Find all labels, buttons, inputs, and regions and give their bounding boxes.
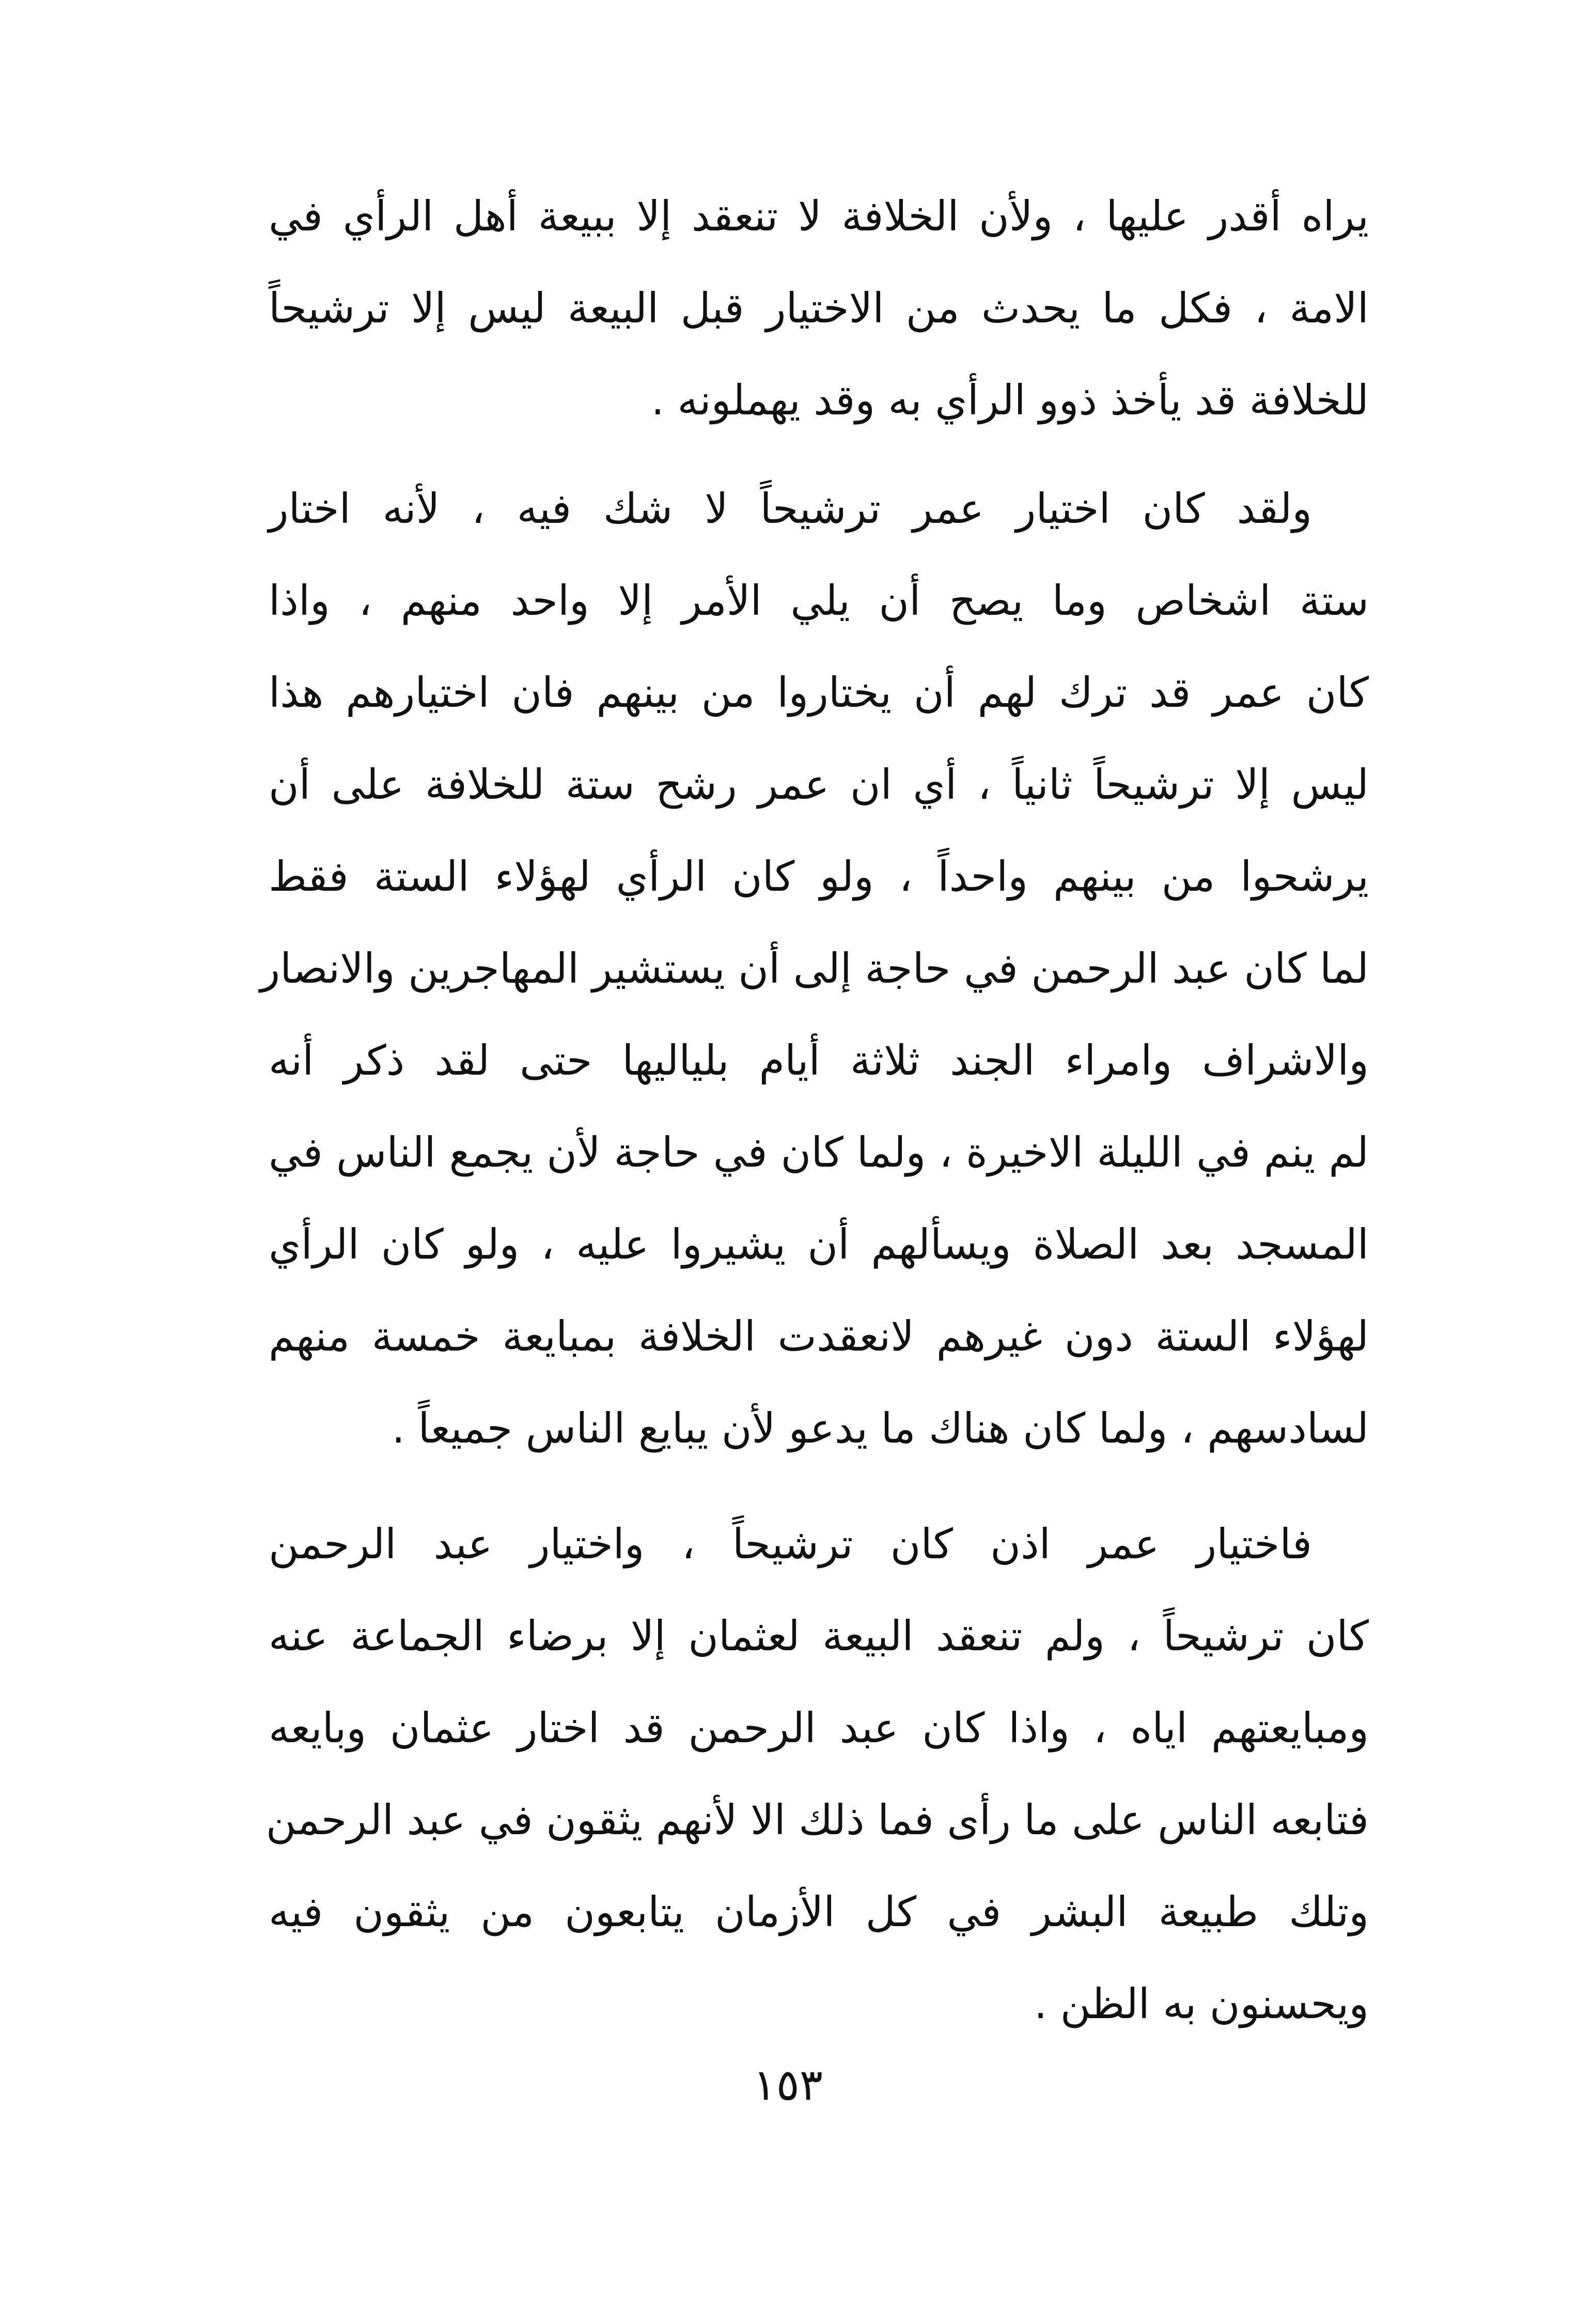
text-line: يرشحوا من بينهم واحداً ، ولو كان الرأي لهؤلاء الستة فقط (269, 853, 1369, 901)
text-line: لما كان عبد الرحمن في حاجة إلى أن يستشير المهاجرين والانصار (260, 944, 1369, 993)
text-line: يراه أقدر عليها ، ولأن الخلافة لا تنعقد إلا ببيعة أهل الرأي في (269, 192, 1369, 240)
text-line: لم ينم في الليلة الاخيرة ، ولما كان في حاجة لأن يجمع الناس في (269, 1128, 1369, 1176)
page-number: ١٥٣ (753, 2059, 823, 2110)
text-line: ومبايعتهم اياه ، واذا كان عبد الرحمن قد اختار عثمان وبايعه (269, 1704, 1369, 1752)
text-line: للخلافة قد يأخذ ذوو الرأي به وقد يهملونه . (651, 376, 1369, 424)
paragraph-1 (269, 171, 1369, 446)
text-line: لسادسهم ، ولما كان هناك ما يدعو لأن يبايع الناس جميعاً . (392, 1404, 1369, 1452)
text-line: ستة اشخاص وما يصح أن يلي الأمر إلا واحد منهم ، واذا (269, 577, 1369, 625)
text-line: فتابعه الناس على ما رأى فما ذلك الا لأنهم يثقون في عبد الرحمن (265, 1796, 1369, 1844)
text-line: الامة ، فكل ما يحدث من الاختيار قبل البيعة ليس إلا ترشيحاً (269, 284, 1369, 332)
text-line: ولقد كان اختيار عمر ترشيحاً لا شك فيه ، لأنه اختار (269, 485, 1312, 533)
text-line: كان عمر قد ترك لهم أن يختاروا من بينهم فان اختيارهم هذا (269, 669, 1369, 717)
text-line: ليس إلا ترشيحاً ثانياً ، أي ان عمر رشح ستة للخلافة على أن (269, 761, 1369, 809)
text-line: لهؤلاء الستة دون غيرهم لانعقدت الخلافة بمبايعة خمسة منهم (269, 1312, 1369, 1360)
paragraph-2 (260, 463, 1369, 1475)
body-text (260, 171, 1369, 2050)
text-line: وتلك طبيعة البشر في كل الأزمان يتابعون من يثقون فيه (269, 1888, 1369, 1936)
paragraph-spacer (269, 1475, 1369, 1498)
text-line: المسجد بعد الصلاة ويسألهم أن يشيروا عليه ، ولو كان الرأي (269, 1220, 1369, 1268)
text-line: ويحسنون به الظن . (1034, 1980, 1369, 2028)
paragraph-spacer (269, 446, 1369, 463)
text-line: فاختيار عمر اذن كان ترشيحاً ، واختيار عبد الرحمن (269, 1520, 1312, 1568)
paragraph-3 (265, 1498, 1369, 2050)
text-line: كان ترشيحاً ، ولم تنعقد البيعة لعثمان إلا برضاء الجماعة عنه (269, 1612, 1369, 1660)
text-line: والاشراف وامراء الجند ثلاثة أيام بلياليها حتى لقد ذكر أنه (269, 1036, 1369, 1084)
